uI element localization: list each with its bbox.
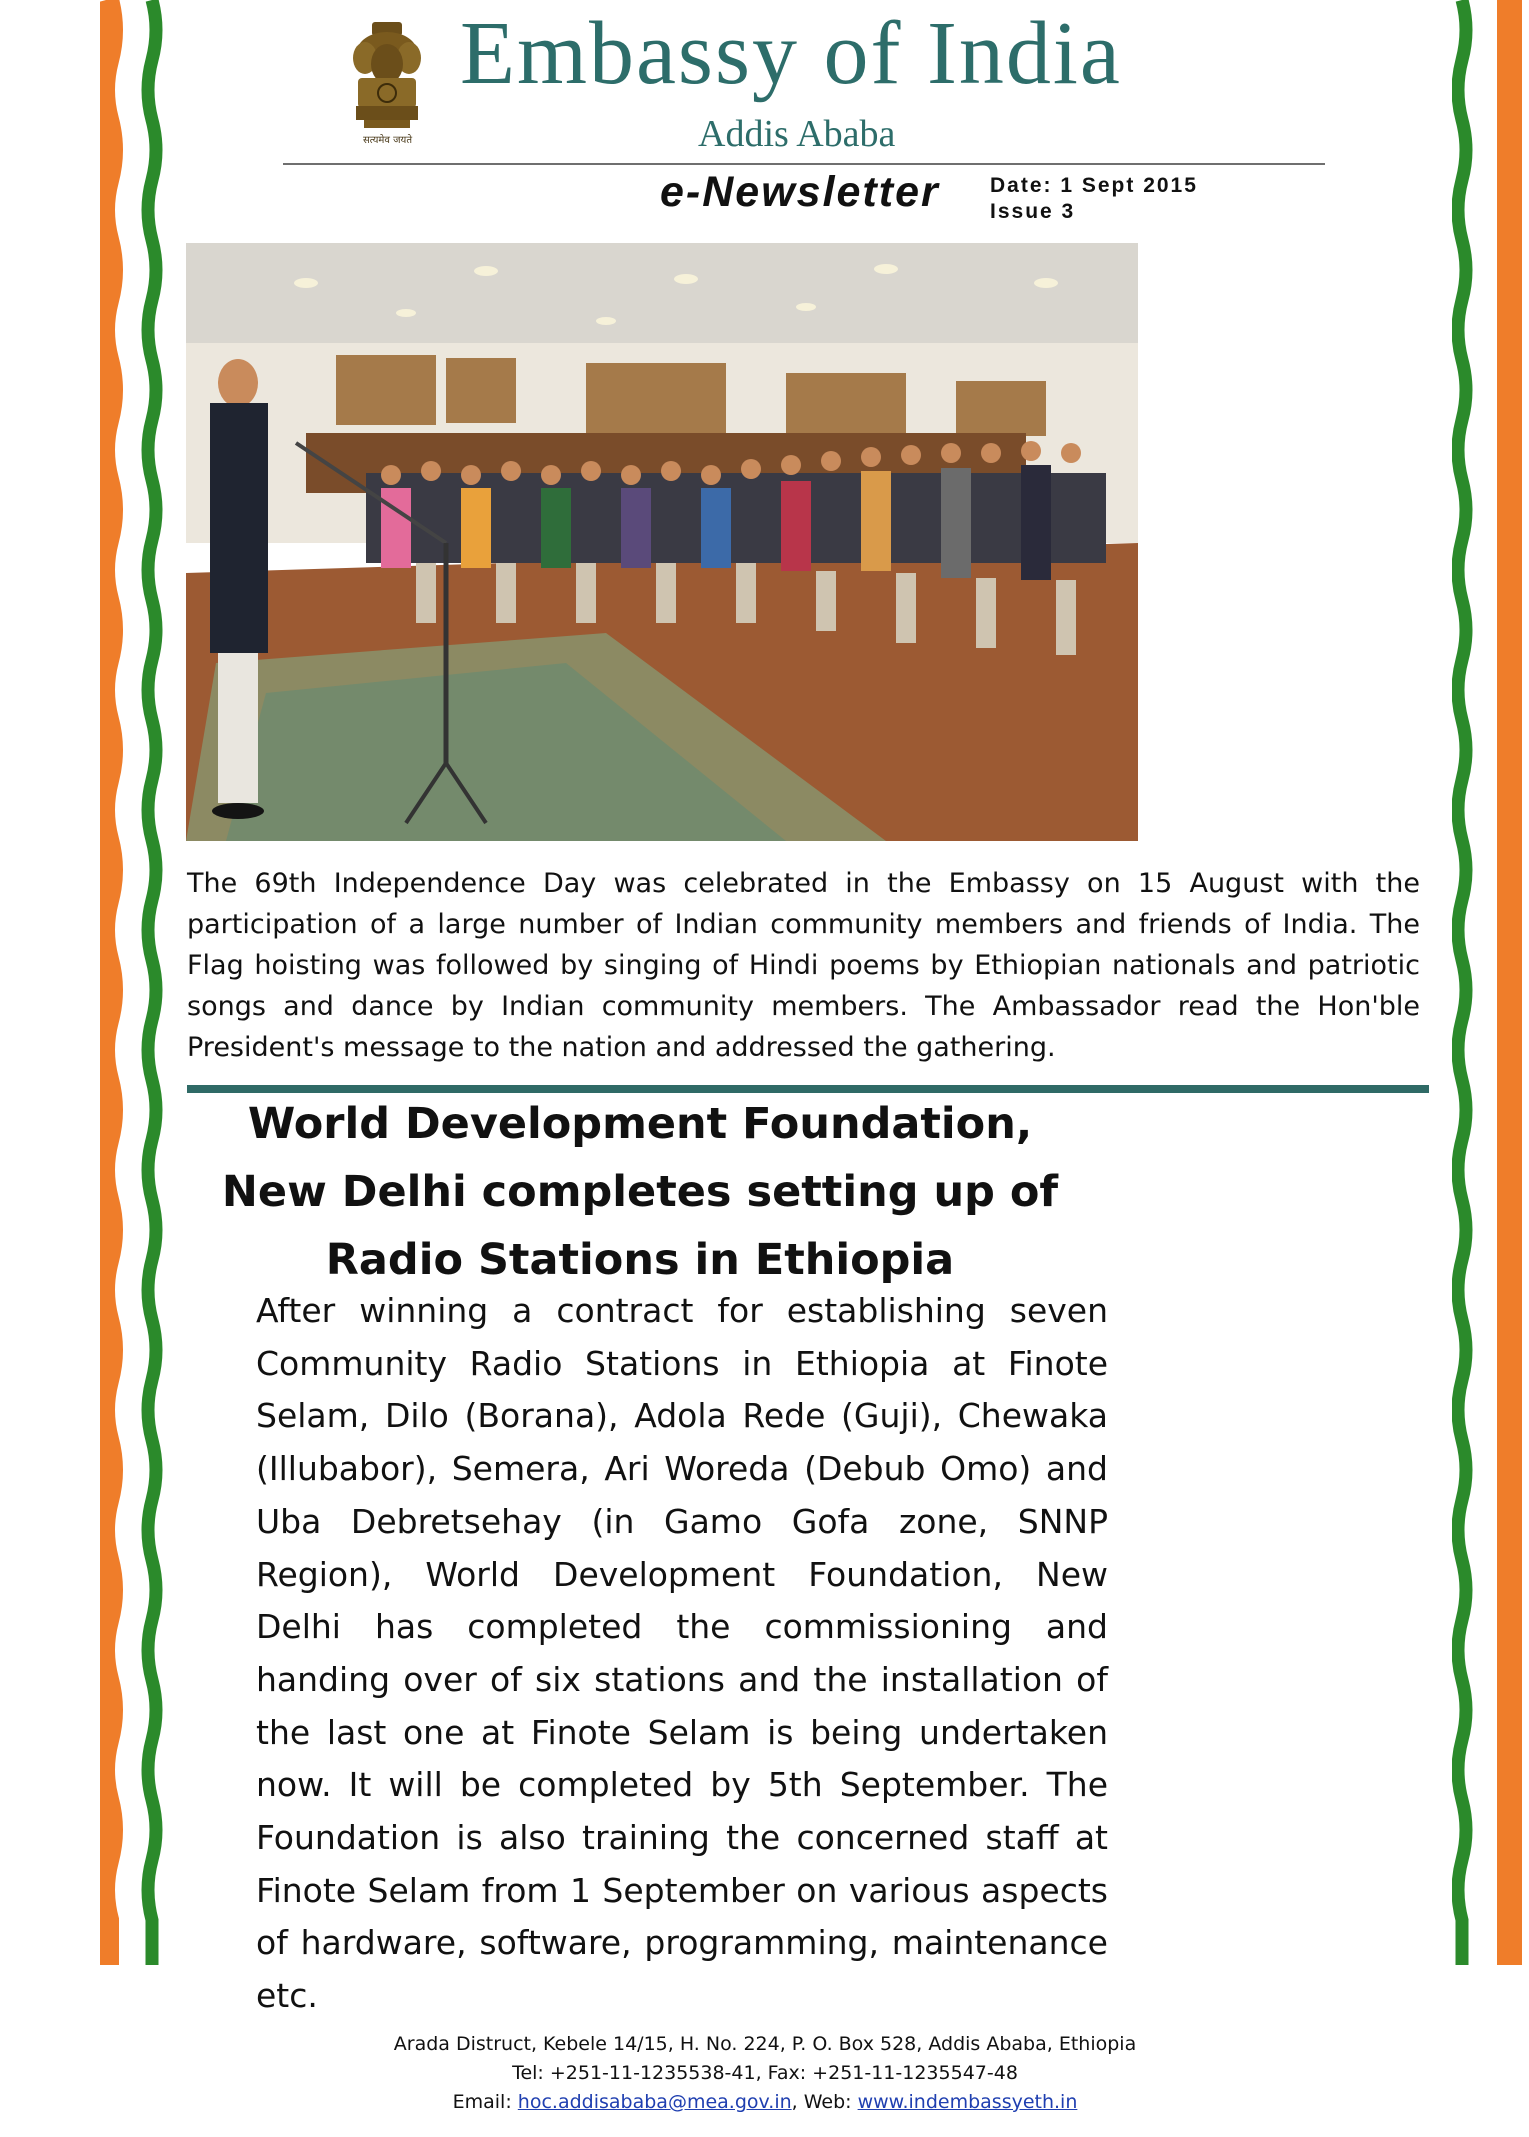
footer-phone: Tel: +251-11-1235538-41, Fax: +251-11-1235547-48	[512, 2062, 1018, 2084]
issue-number: Issue 3	[990, 200, 1076, 223]
footer-address: Arada Distruct, Kebele 14/15, H. No. 224, P. O. Box 528, Addis Ababa, Ethiopia	[393, 2033, 1137, 2055]
independence-day-event-photo	[186, 243, 1138, 841]
page-title: Embassy of India	[460, 4, 1122, 103]
article-title-line: Radio Stations in Ethiopia	[325, 1235, 955, 1285]
article-title-line: World Development Foundation,	[247, 1099, 1033, 1149]
issue-date: Date: 1 Sept 2015	[990, 174, 1198, 197]
article-title	[200, 1090, 1080, 1294]
emblem-motto: सत्यमेव जयते	[362, 135, 413, 146]
footer	[230, 2030, 1300, 2117]
web-label: , Web:	[791, 2091, 852, 2113]
right-green-stripe	[1458, 0, 1466, 1965]
left-green-stripe	[148, 0, 156, 1965]
left-tricolour-border	[100, 0, 180, 1965]
web-link[interactable]: www.indembassyeth.in	[857, 2091, 1078, 2113]
footer-contact	[230, 2088, 1300, 2117]
left-saffron-stripe	[102, 0, 110, 1965]
page-subtitle: Addis Ababa	[698, 113, 896, 155]
newsletter-label: e-Newsletter	[660, 168, 940, 216]
event-caption: The 69th Independence Day was celebrated in the Embassy on 15 August with the participation of a large number of Indian community members and friends of India. The Flag hoisting was followed by singing of Hindi poems by Ethiopian nationals and patriotic songs and dance by Indian community members. The Ambassador read the Hon'ble President's message to the nation and addressed the gathering.	[187, 868, 1420, 1063]
national-emblem-icon	[340, 18, 435, 143]
email-link[interactable]: hoc.addisababa@mea.gov.in	[517, 2091, 792, 2113]
right-tricolour-border	[1452, 0, 1522, 1965]
email-label: Email:	[452, 2091, 512, 2113]
article-title-line: New Delhi completes setting up of	[221, 1167, 1059, 1217]
article-body: After winning a contract for establishing seven Community Radio Stations in Ethiopia at Finote Selam, Dilo (Borana), Adola Rede (Guji), Chewaka (Illubabor), Semera, Ari Woreda (Debub Omo) and Uba Debretsehay (in Gamo Gofa zone, SNNP Region), World Development Foundation, New Delhi has completed the commissioning and handing over of six stations and the installation of the last one at Finote Selam is being undertaken now. It will be completed by 5th September. The Foundation is also training the concerned staff at Finote Selam from 1 September on various aspects of hardware, software, programming, maintenance etc.	[256, 1291, 1108, 2016]
header-divider	[283, 163, 1325, 165]
